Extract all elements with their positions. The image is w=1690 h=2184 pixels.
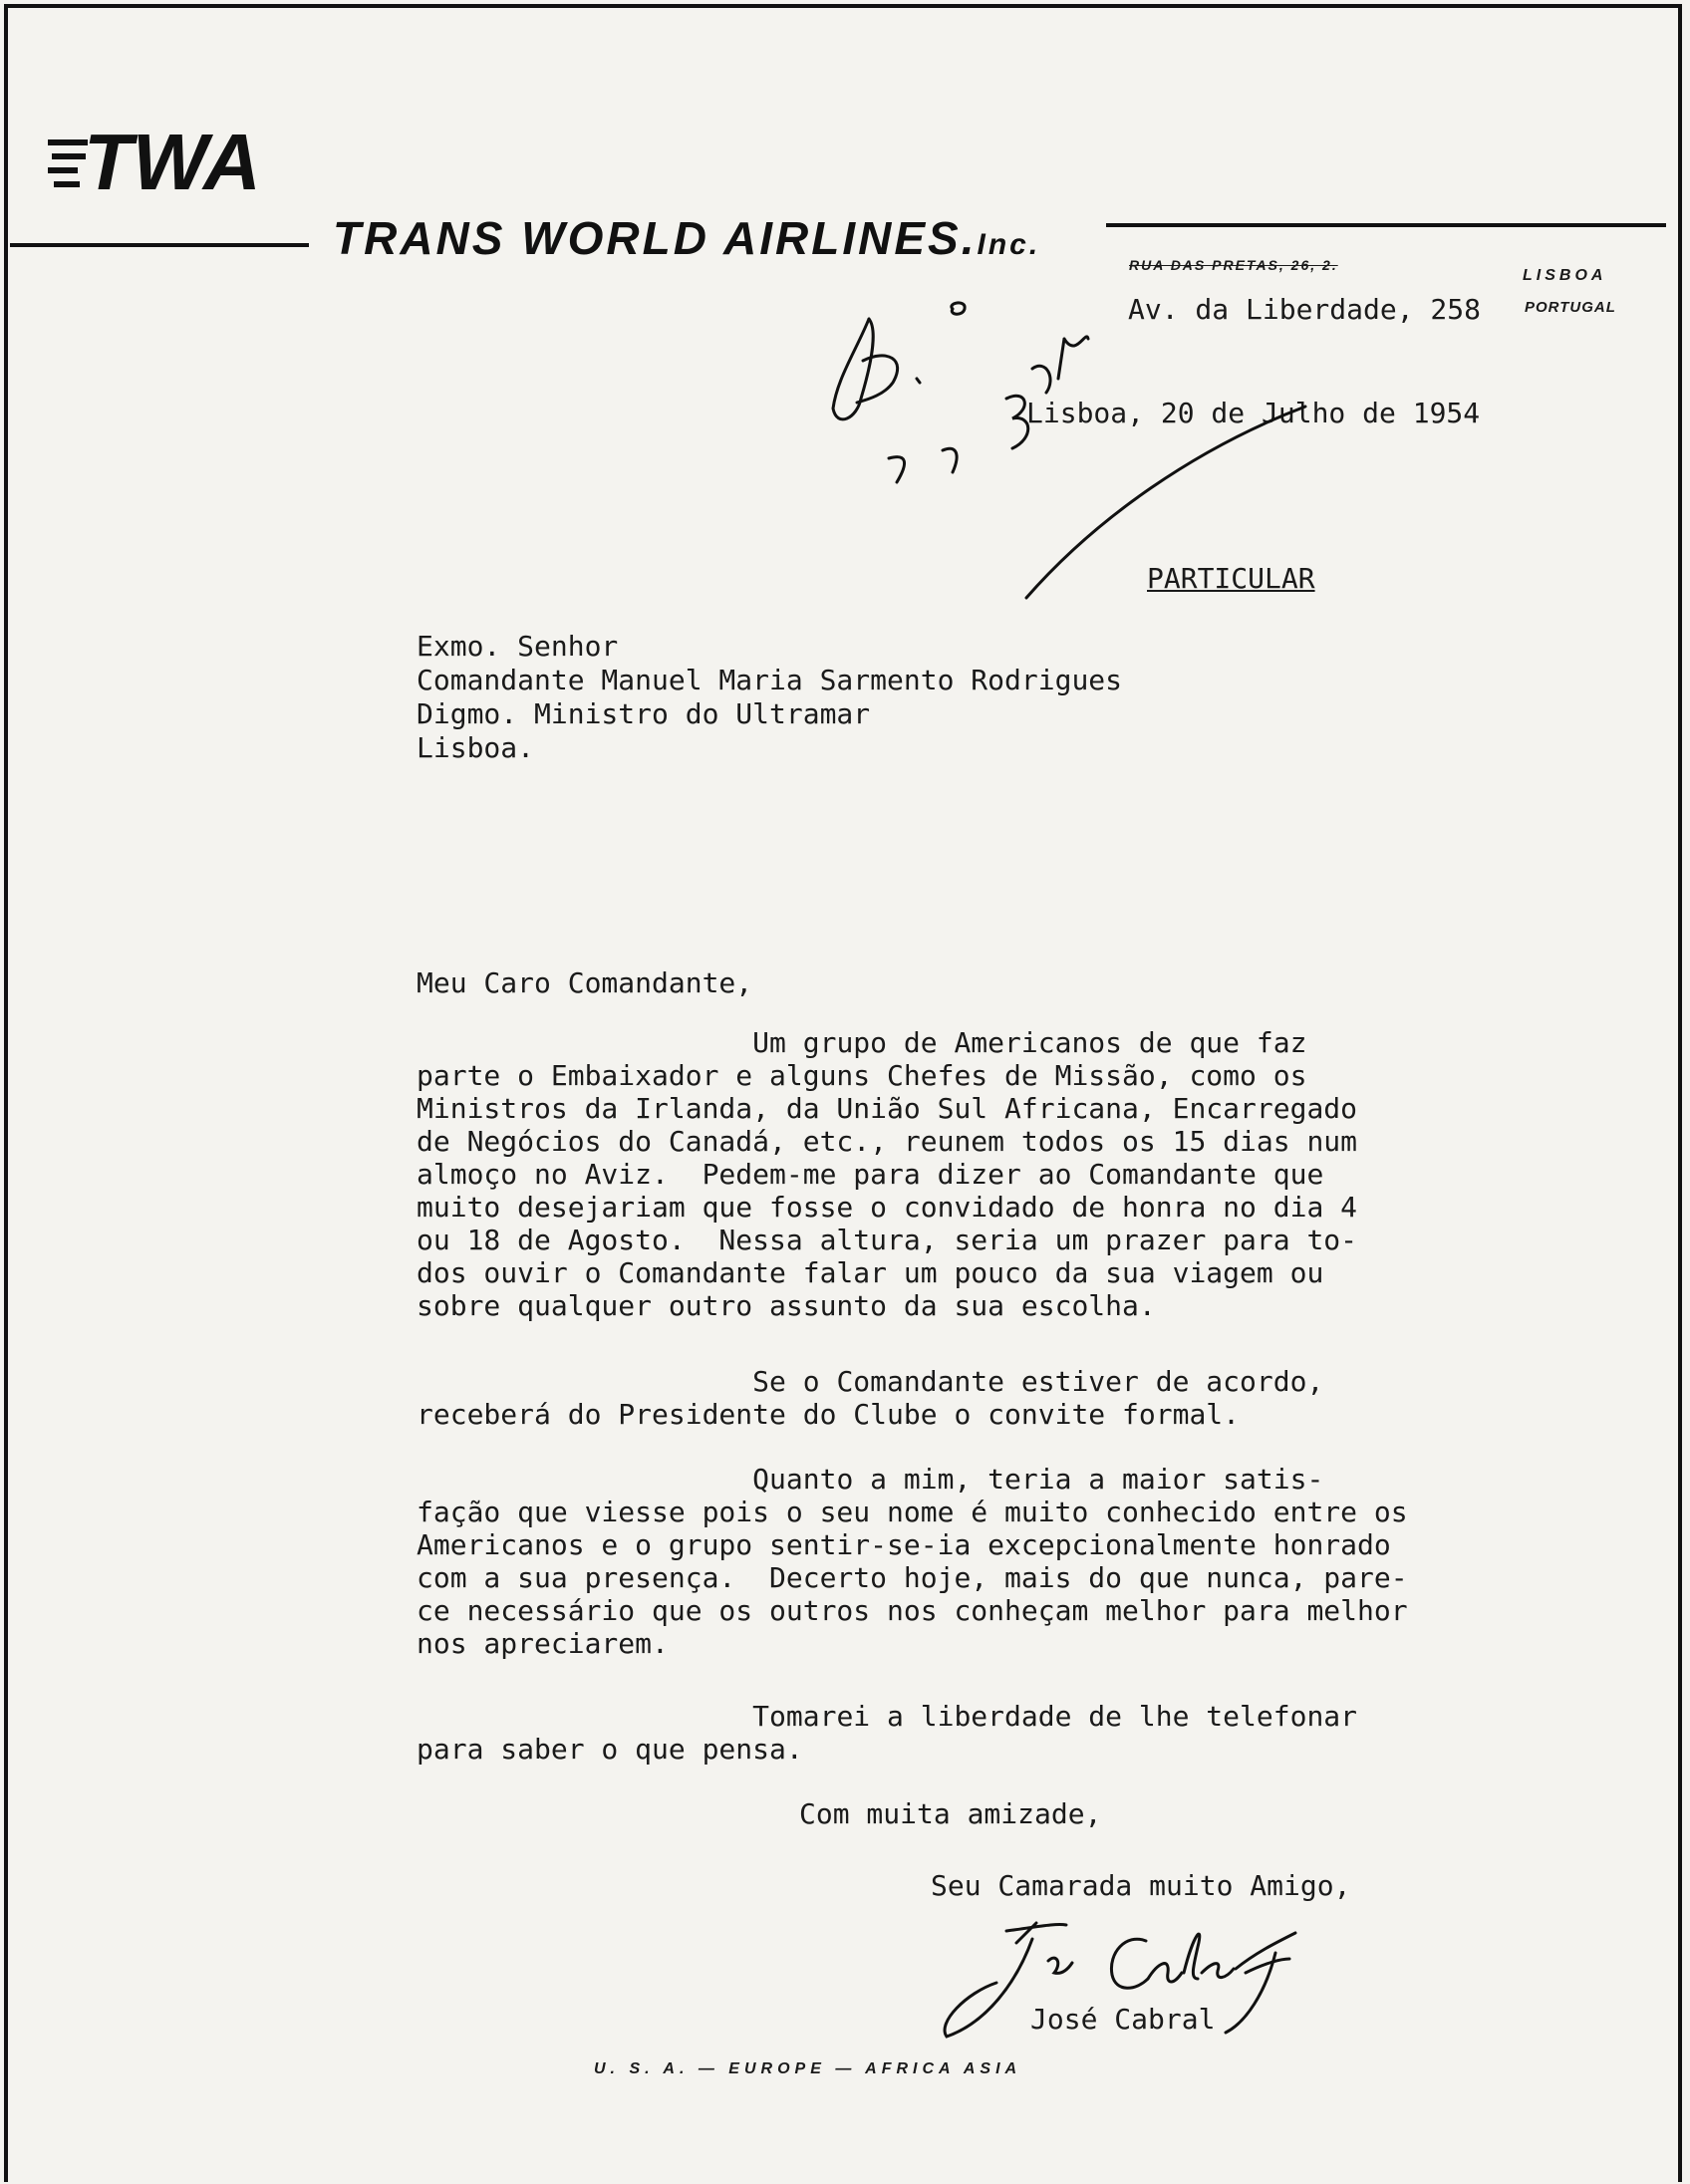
salutation: Meu Caro Comandante,: [417, 966, 753, 999]
closing-line-2: Seu Camarada muito Amigo,: [931, 1869, 1351, 1902]
particular-marking: PARTICULAR: [1147, 562, 1315, 595]
company-name-text: TRANS WORLD AIRLINES.: [333, 212, 978, 264]
company-name: [333, 211, 1040, 265]
recipient-title: Digmo. Ministro do Ultramar: [417, 697, 871, 730]
recipient-name: Comandante Manuel Maria Sarmento Rodrigues: [417, 664, 1123, 696]
closing-line-1: Com muita amizade,: [799, 1797, 1102, 1830]
recipient-block: [417, 630, 1122, 765]
letterhead-rule-left: [10, 243, 309, 247]
body-paragraph-1: Um grupo de Americanos de que faz parte o Embaixador e alguns Chefes de Missão, como os Ministros da Irlanda, da União Sul Africana, Encarregado de Negócios do Canadá, etc., reunem todos os 15 dias num almoço no Aviz. Pedem-me para dizer ao Comandante que muito desejariam que fosse o convidado de honra no dia 4 ou 18 de Agosto. Nessa altura, seria um prazer para to- dos ouvir o Comandante falar um pouco da sua viagem ou sobre qualquer outro assunto da sua escolha.: [417, 1026, 1358, 1322]
letterhead-city: LISBOA: [1523, 267, 1607, 284]
letterhead-country: PORTUGAL: [1525, 299, 1616, 316]
twa-logo: [48, 118, 297, 197]
letterhead-footer: U. S. A. — EUROPE — AFRICA ASIA: [594, 2060, 1022, 2077]
letter-date: Lisboa, 20 de Julho de 1954: [1026, 397, 1481, 429]
recipient-salutation-line: Exmo. Senhor: [417, 630, 619, 663]
sender-address: Av. da Liberdade, 258: [1128, 293, 1482, 326]
letterhead-rule-right: [1106, 223, 1666, 227]
logo-text: TWA: [84, 118, 261, 197]
company-suffix: Inc.: [977, 228, 1041, 261]
body-paragraph-4: Tomarei a liberdade de lhe telefonar para saber o que pensa.: [417, 1700, 1358, 1766]
recipient-city: Lisboa.: [417, 731, 535, 764]
signer-name: José Cabral: [1030, 2003, 1216, 2036]
body-paragraph-3: Quanto a mim, teria a maior satis- fação que viesse pois o seu nome é muito conhecido entre os Americanos e o grupo sentir-se-ia excepcionalmente honrado com a sua presença. Decerto hoje, mais do que nunca, pare- ce necessário que os outros nos conheçam melhor para melhor nos apreciarem.: [417, 1463, 1408, 1660]
old-address-struck: RUA DAS PRETAS, 26, 2.: [1129, 257, 1338, 273]
body-paragraph-2: Se o Comandante estiver de acordo, receberá do Presidente do Clube o convite formal.: [417, 1365, 1324, 1431]
